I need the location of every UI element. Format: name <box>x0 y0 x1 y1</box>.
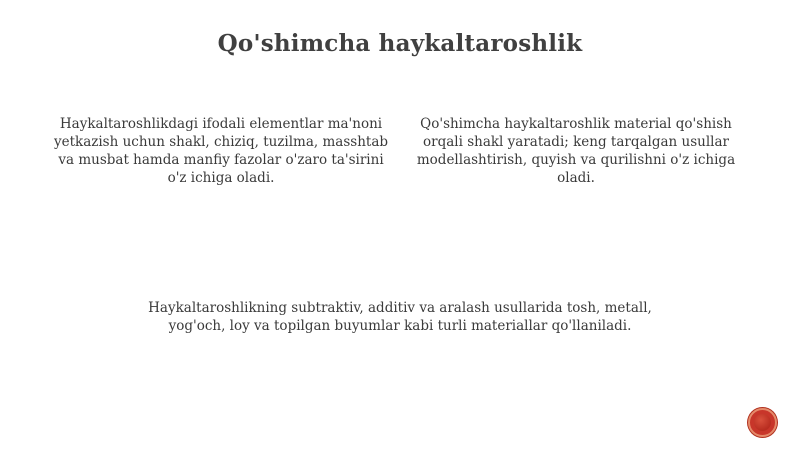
circle-nav-icon[interactable] <box>748 408 777 437</box>
slide-title: Qo'shimcha haykaltaroshlik <box>217 30 583 57</box>
left-text-block: Haykaltaroshlikdagi ifodali elementlar ma'noni yetkazish uchun shakl, chiziq, tuzilma, masshtab va musbat hamda manfiy fazolar o'zaro ta'sirini o'z ichiga oladi. <box>53 116 389 186</box>
right-text-block: Qo'shimcha haykaltaroshlik material qo'shish orqali shakl yaratadi; keng tarqalgan usullar modellashtirish, quyish va qurilishni o'z ichiga oladi. <box>416 116 736 186</box>
bottom-text-block: Haykaltaroshlikning subtraktiv, additiv va aralash usullarida tosh, metall, yog'och, loy va topilgan buyumlar kabi turli materiallar qo'llaniladi. <box>148 300 652 334</box>
